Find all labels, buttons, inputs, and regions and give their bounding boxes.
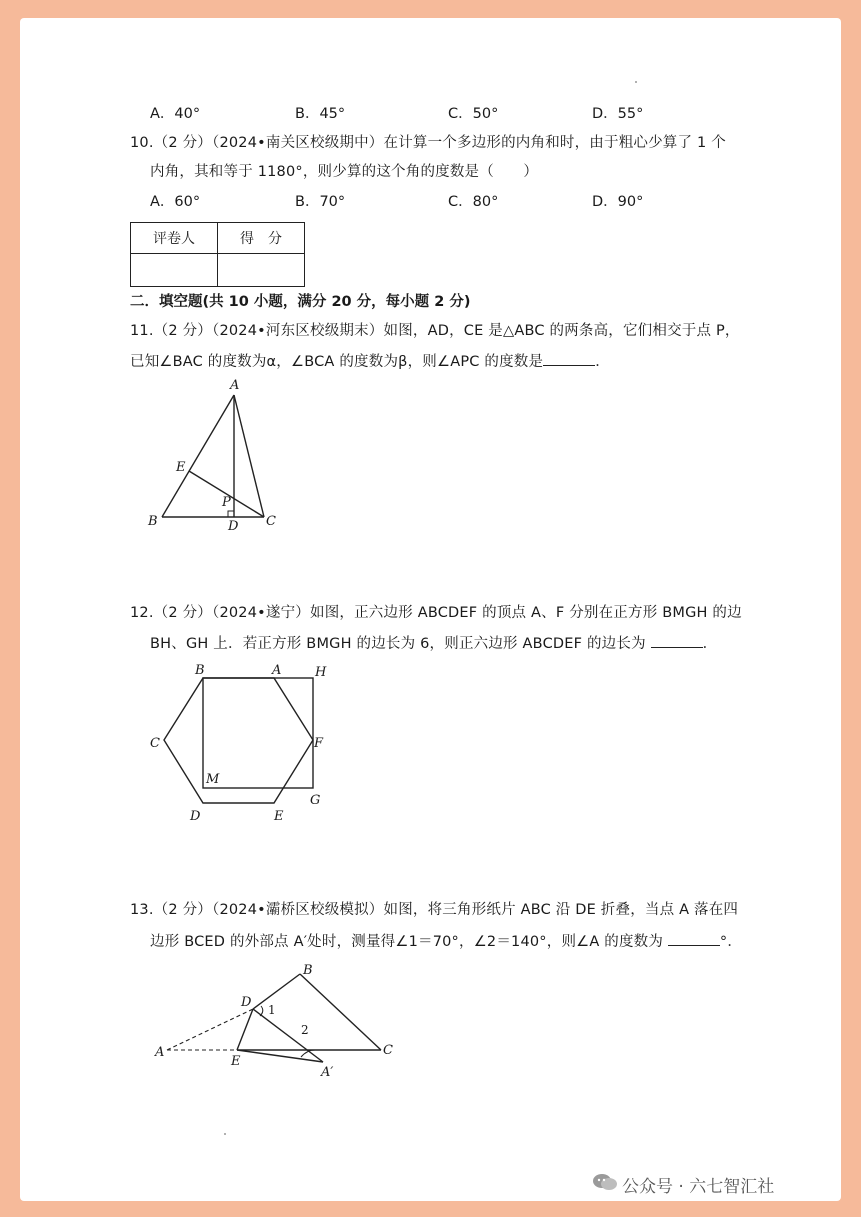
grader-cell — [131, 254, 218, 287]
q11-text-end: ． — [595, 354, 610, 370]
q11-text-line1: 11.（2 分）（2024•河东区校级期末）如图，AD，CE 是△ABC 的两条高，它们相交于点 P， — [130, 323, 740, 339]
q13-text: 边形 BCED 的外部点 A′处时，测量得∠1＝70°，∠2＝140°，则∠A 的度数为 — [150, 934, 668, 950]
q11-text: 已知∠BAC 的度数为α，∠BCA 的度数为β，则∠APC 的度数是 — [130, 354, 544, 370]
q12-hexagon-figure — [140, 658, 370, 828]
score-cell — [218, 254, 305, 287]
answer-blank — [651, 633, 703, 648]
q10-option-c: C．80° — [448, 194, 499, 210]
q12-text-line2 — [150, 633, 717, 654]
label-c: C — [383, 1043, 393, 1058]
label-e: E — [274, 809, 284, 824]
watermark-text: 公众号 · 六七智汇社 — [622, 1177, 775, 1197]
label-m: M — [206, 772, 220, 787]
label-a: A — [272, 663, 282, 678]
label-e: E — [176, 460, 186, 475]
q10-option-d: D．90° — [592, 194, 644, 210]
q13-text-line2 — [150, 931, 742, 952]
label-a: A — [155, 1045, 165, 1060]
grader-table — [130, 222, 305, 287]
q13-text-end: °． — [719, 934, 743, 950]
label-angle-2: 2 — [301, 1023, 309, 1037]
label-g: G — [310, 793, 321, 808]
label-d: D — [241, 995, 252, 1010]
q9-option-b: B．45° — [295, 106, 346, 122]
label-f: F — [314, 736, 324, 751]
label-d: D — [190, 809, 201, 824]
q10-text-line2: 内角，其和等于 1180°，则少算的这个角的度数是（ ） — [150, 164, 539, 180]
label-p: P — [222, 495, 231, 510]
q12-text-line1: 12.（2 分）（2024•遂宁）如图，正六边形 ABCDEF 的顶点 A、F 分别在正方形 BMGH 的边 — [130, 605, 742, 621]
label-a: A — [230, 378, 240, 393]
q12-text: BH、GH 上．若正方形 BMGH 的边长为 6，则正六边形 ABCDEF 的边长为 — [150, 636, 651, 652]
label-e: E — [231, 1054, 241, 1069]
label-h: H — [315, 665, 327, 680]
speck — [635, 81, 637, 83]
label-b: B — [303, 963, 313, 978]
q9-option-d: D．55° — [592, 106, 644, 122]
label-a-prime: A′ — [321, 1065, 334, 1078]
q10-option-a: A．60° — [150, 194, 201, 210]
wechat-icon — [592, 1172, 618, 1192]
q9-option-a: A．40° — [150, 106, 201, 122]
q10-text-line1: 10.（2 分）（2024•南关区校级期中）在计算一个多边形的内角和时，由于粗心少算了 1 个 — [130, 135, 726, 151]
label-c: C — [150, 736, 160, 751]
label-d: D — [228, 519, 239, 533]
label-angle-1: 1 — [268, 1003, 276, 1017]
score-header: 得 分 — [218, 223, 305, 254]
label-b: B — [195, 663, 205, 678]
q13-fold-figure — [145, 958, 395, 1078]
q11-triangle-figure — [130, 373, 310, 533]
document-page — [20, 18, 841, 1201]
speck — [224, 1133, 226, 1135]
q10-option-b: B．70° — [295, 194, 346, 210]
grader-header: 评卷人 — [131, 223, 218, 254]
answer-blank — [668, 931, 720, 946]
label-b: B — [148, 514, 158, 529]
section-heading: 二．填空题(共 10 小题，满分 20 分，每小题 2 分) — [130, 294, 471, 310]
q13-text-line1: 13.（2 分）（2024•灞桥区校级模拟）如图，将三角形纸片 ABC 沿 DE 折叠，当点 A 落在四 — [130, 902, 739, 918]
q9-option-c: C．50° — [448, 106, 499, 122]
q11-text-line2 — [130, 351, 610, 372]
answer-blank — [543, 351, 595, 366]
q12-text-end: ． — [702, 636, 718, 652]
label-c: C — [266, 514, 276, 529]
